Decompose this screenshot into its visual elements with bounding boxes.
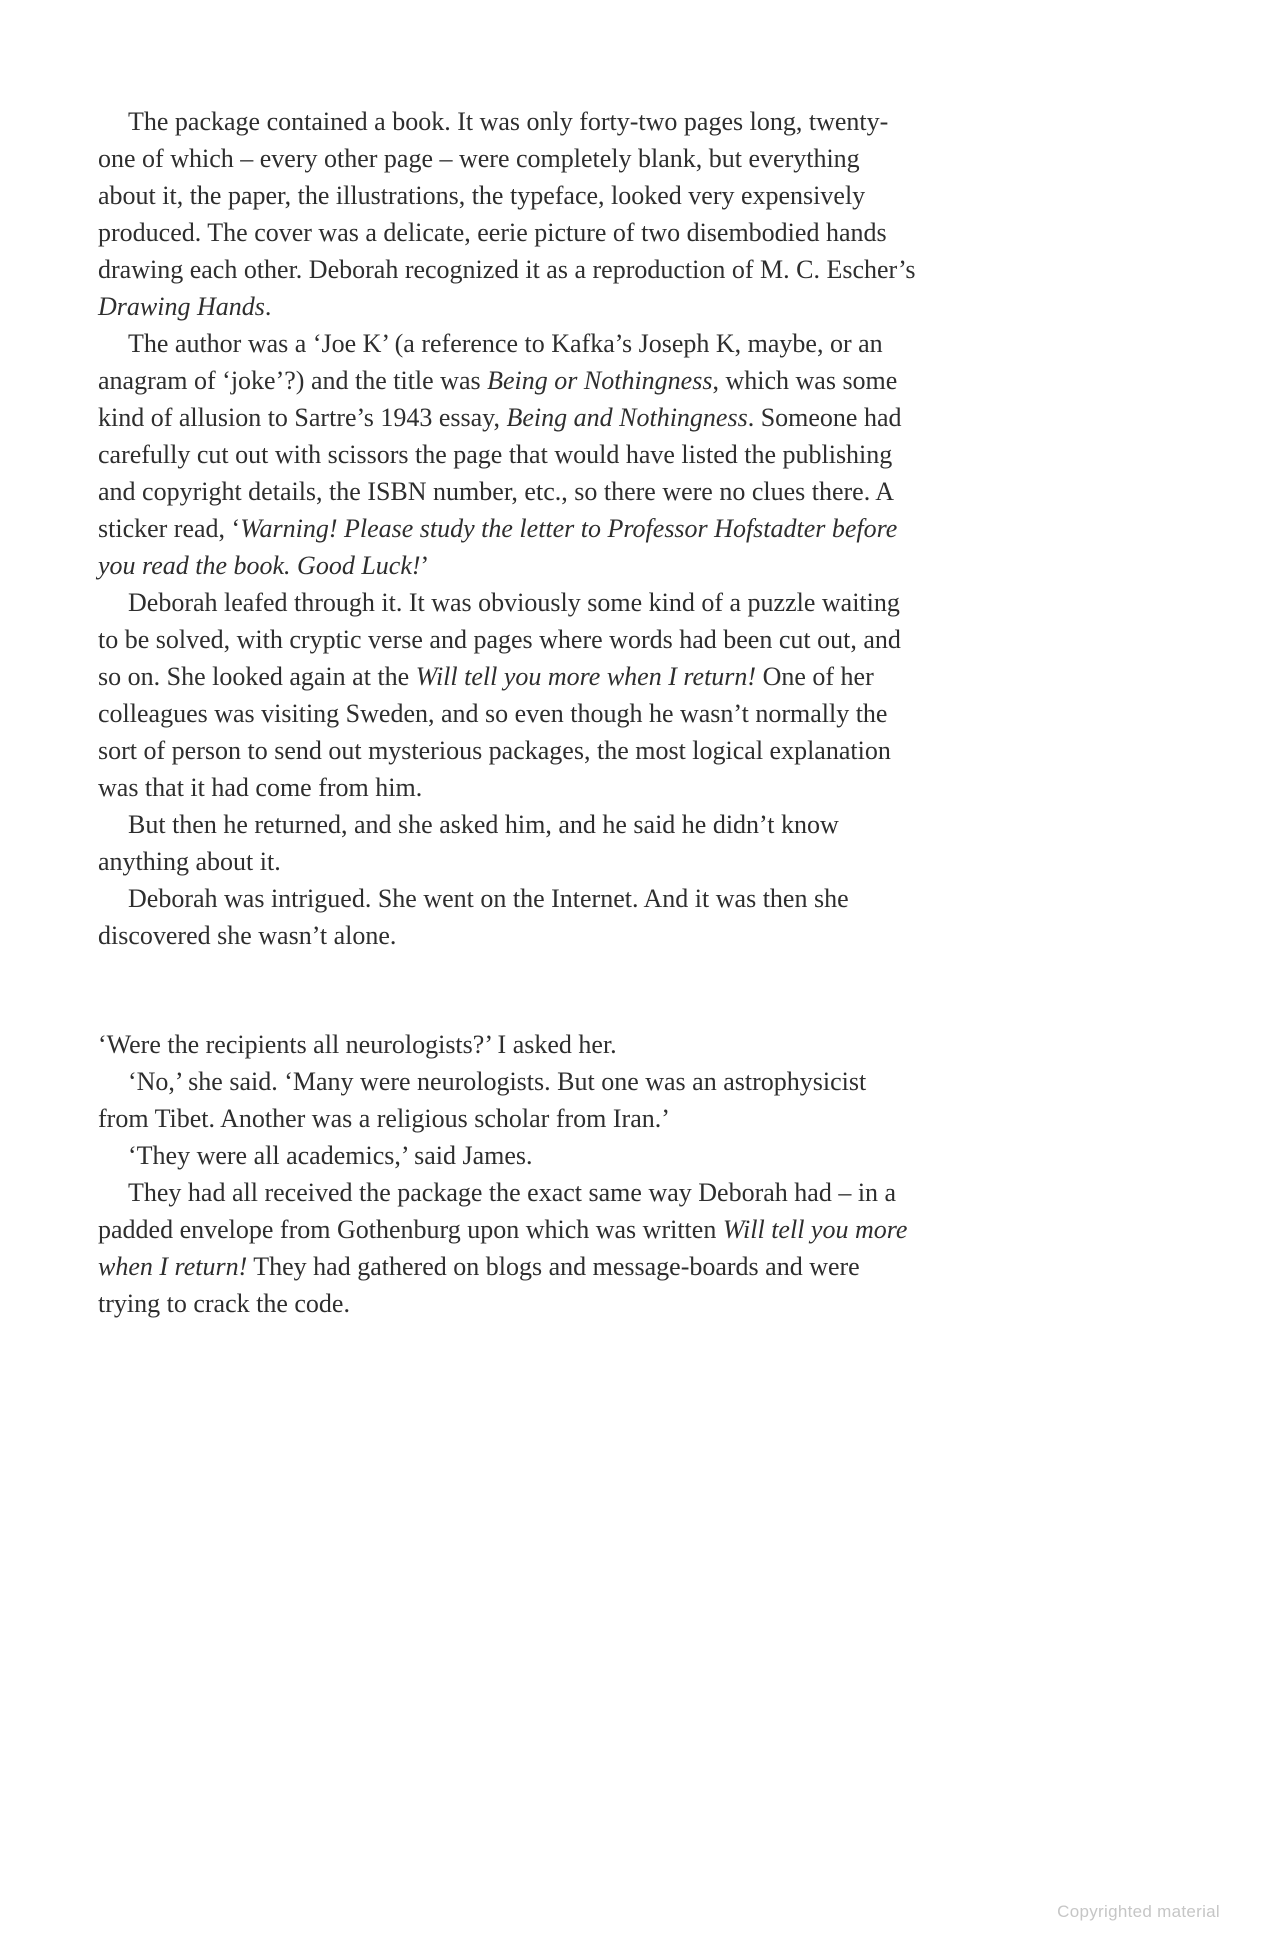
paragraph <box>98 806 922 880</box>
body-text: They had all received the package the exact same way Deborah had – in a padded envelope from Gothenburg upon which was written <box>98 1178 897 1244</box>
body-text: ’ <box>420 551 430 580</box>
paragraph <box>98 1174 922 1322</box>
paragraph <box>98 325 922 584</box>
paragraph <box>98 103 922 325</box>
paragraph <box>98 880 922 954</box>
italic-text: Being and Nothingness <box>506 403 748 432</box>
italic-text: Will tell you more when I return! <box>98 1215 908 1281</box>
paragraph <box>98 1137 922 1174</box>
body-text: , which was some kind of allusion to Sartre’s 1943 essay, <box>98 366 898 432</box>
body-text: But then he returned, and she asked him, and he said he didn’t know anything about it. <box>98 810 839 876</box>
italic-text: Drawing Hands <box>98 292 265 321</box>
italic-text: Being or Nothingness <box>487 366 713 395</box>
paragraph <box>98 584 922 806</box>
body-text: ‘They were all academics,’ said James. <box>128 1141 533 1170</box>
body-text: ‘Were the recipients all neurologists?’ I asked her. <box>98 1030 617 1059</box>
body-text: The package contained a book. It was only forty-two pages long, twenty-one of which – every other page – were completely blank, but everything about it, the paper, the illustrations, the typeface, looked very expensively produced. The cover was a delicate, eerie picture of two disembodied hands drawing each other. Deborah recognized it as a reproduction of M. C. Escher’s <box>98 107 916 284</box>
body-text: One of her colleagues was visiting Sweden, and so even though he wasn’t normally the sort of person to send out mysterious packages, the most logical explanation was that it had come from him. <box>98 662 891 802</box>
copyright-watermark: Copyrighted material <box>1057 1902 1220 1921</box>
body-text: The author was a ‘Joe K’ (a reference to Kafka’s Joseph K, maybe, or an anagram of ‘joke’?) and the title was <box>98 329 883 395</box>
italic-text: Warning! Please study the letter to Professor Hofstadter before you read the book. Good Luck! <box>98 514 898 580</box>
paragraph <box>98 1026 922 1063</box>
text-column <box>98 103 922 1322</box>
body-text: . <box>264 292 272 321</box>
body-text: They had gathered on blogs and message-boards and were trying to crack the code. <box>98 1252 860 1318</box>
italic-text: Will tell you more when I return! <box>415 662 757 691</box>
body-text: Deborah was intrigued. She went on the Internet. And it was then she discovered she wasn’t alone. <box>98 884 849 950</box>
body-text: . Someone had carefully cut out with scissors the page that would have listed the publishing and copyright details, the ISBN number, etc., so there were no clues there. A sticker read, ‘ <box>98 403 902 543</box>
paragraph <box>98 1063 922 1137</box>
body-text: Deborah leafed through it. It was obviously some kind of a puzzle waiting to be solved, with cryptic verse and pages where words had been cut out, and so on. She looked again at the <box>98 588 901 691</box>
body-text: ‘No,’ she said. ‘Many were neurologists. But one was an astrophysicist from Tibet. Another was a religious scholar from Iran.’ <box>98 1067 867 1133</box>
